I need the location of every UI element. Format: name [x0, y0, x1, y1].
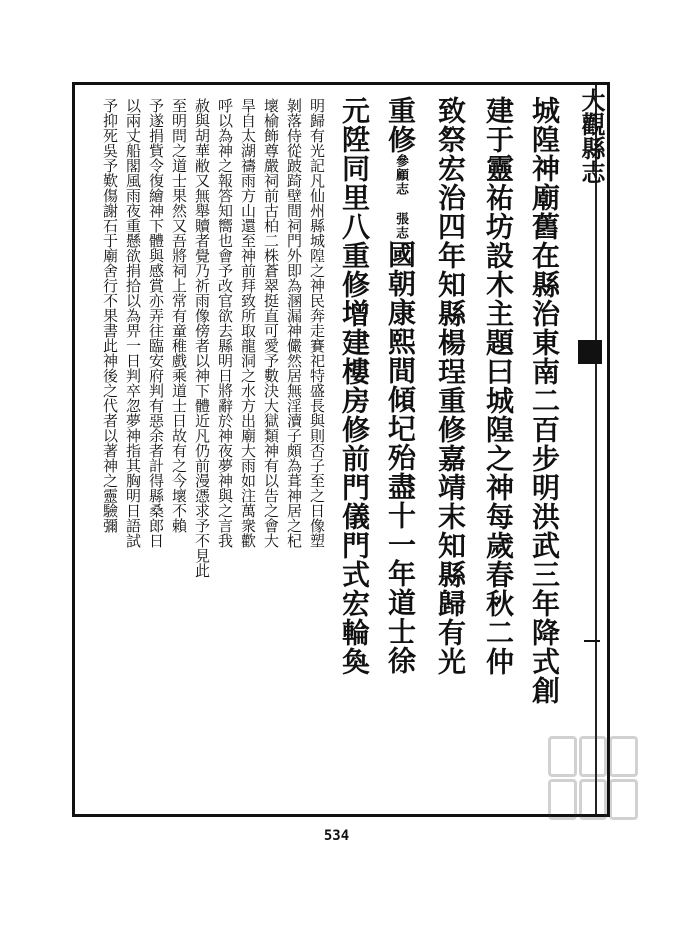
library-seal-stamp: [548, 736, 638, 820]
text-column-4-head: 重修: [384, 96, 417, 154]
note-column-6: 赦與胡華敝又無舉贖者覺乃祈雨像傍者以神下體近凡仍前漫憑求予不見此: [193, 98, 211, 578]
note-column-8: 予遂捐貲令復繪神下體與感賞亦弄往臨安府判有惡余者計得縣桑郎日: [147, 98, 165, 548]
note-column-4: 旱自太湖禱雨方山還至神前拜致所取龍洞之水方出廟大雨如注萬衆歡: [239, 98, 257, 548]
text-column-4-rest: 國朝康熙間傾圮殆盡十一年道士徐: [384, 240, 417, 675]
text-column-5: 元陞同里八重修增建樓房修前門儀門式宏輪奐: [338, 96, 371, 676]
page-number: 534: [323, 828, 350, 844]
note-column-9: 以兩丈船閣風雨夜重懸欲捐拾以為畀一日判卒忽夢神指其胸明日語試: [124, 98, 142, 548]
note-column-7: 至明問之道士果然又吾將祠上常有童稚戲乘道士日故有之今壞不賴: [170, 98, 188, 533]
text-column-4-note: 參顧志 張志: [393, 154, 408, 240]
text-column-4: [384, 96, 416, 675]
running-title-banner: 大觀縣志: [577, 88, 606, 184]
note-column-3: 壞榆飾尊嚴祠前古柏二株蒼翠挺直可愛予數決大獄類神有以告之會大: [262, 98, 280, 548]
folio-mark: [584, 640, 600, 645]
text-column-3: 致祭宏治四年知縣楊珵重修嘉靖末知縣歸有光: [434, 96, 467, 676]
note-column-2: 剝落侍從跛踦壁間祠門外即為溷漏神儼然居無淫瀆子頗為葺神居之杞: [285, 98, 303, 548]
note-column-1: 明歸有光記凡仙州縣城隍之神民奔走賽祀特盛長與則否子至之日像塑: [308, 98, 326, 548]
text-column-1: 城隍神廟舊在縣治東南二百步明洪武三年降式創: [528, 96, 561, 705]
note-column-10: 予抑死吳予歎傷謝石于廟舍行不果書此神後之代者以著神之靈驗彌: [101, 98, 119, 533]
chapter-mark-block: [578, 340, 602, 364]
note-column-5: 呼以為神之報答知嚮也會予改官欲去縣明日將辭於神夜夢神與之言我: [216, 98, 234, 548]
text-column-2: 建于靈祐坊設木主題曰城隍之神每歲春秋二仲: [482, 96, 515, 676]
